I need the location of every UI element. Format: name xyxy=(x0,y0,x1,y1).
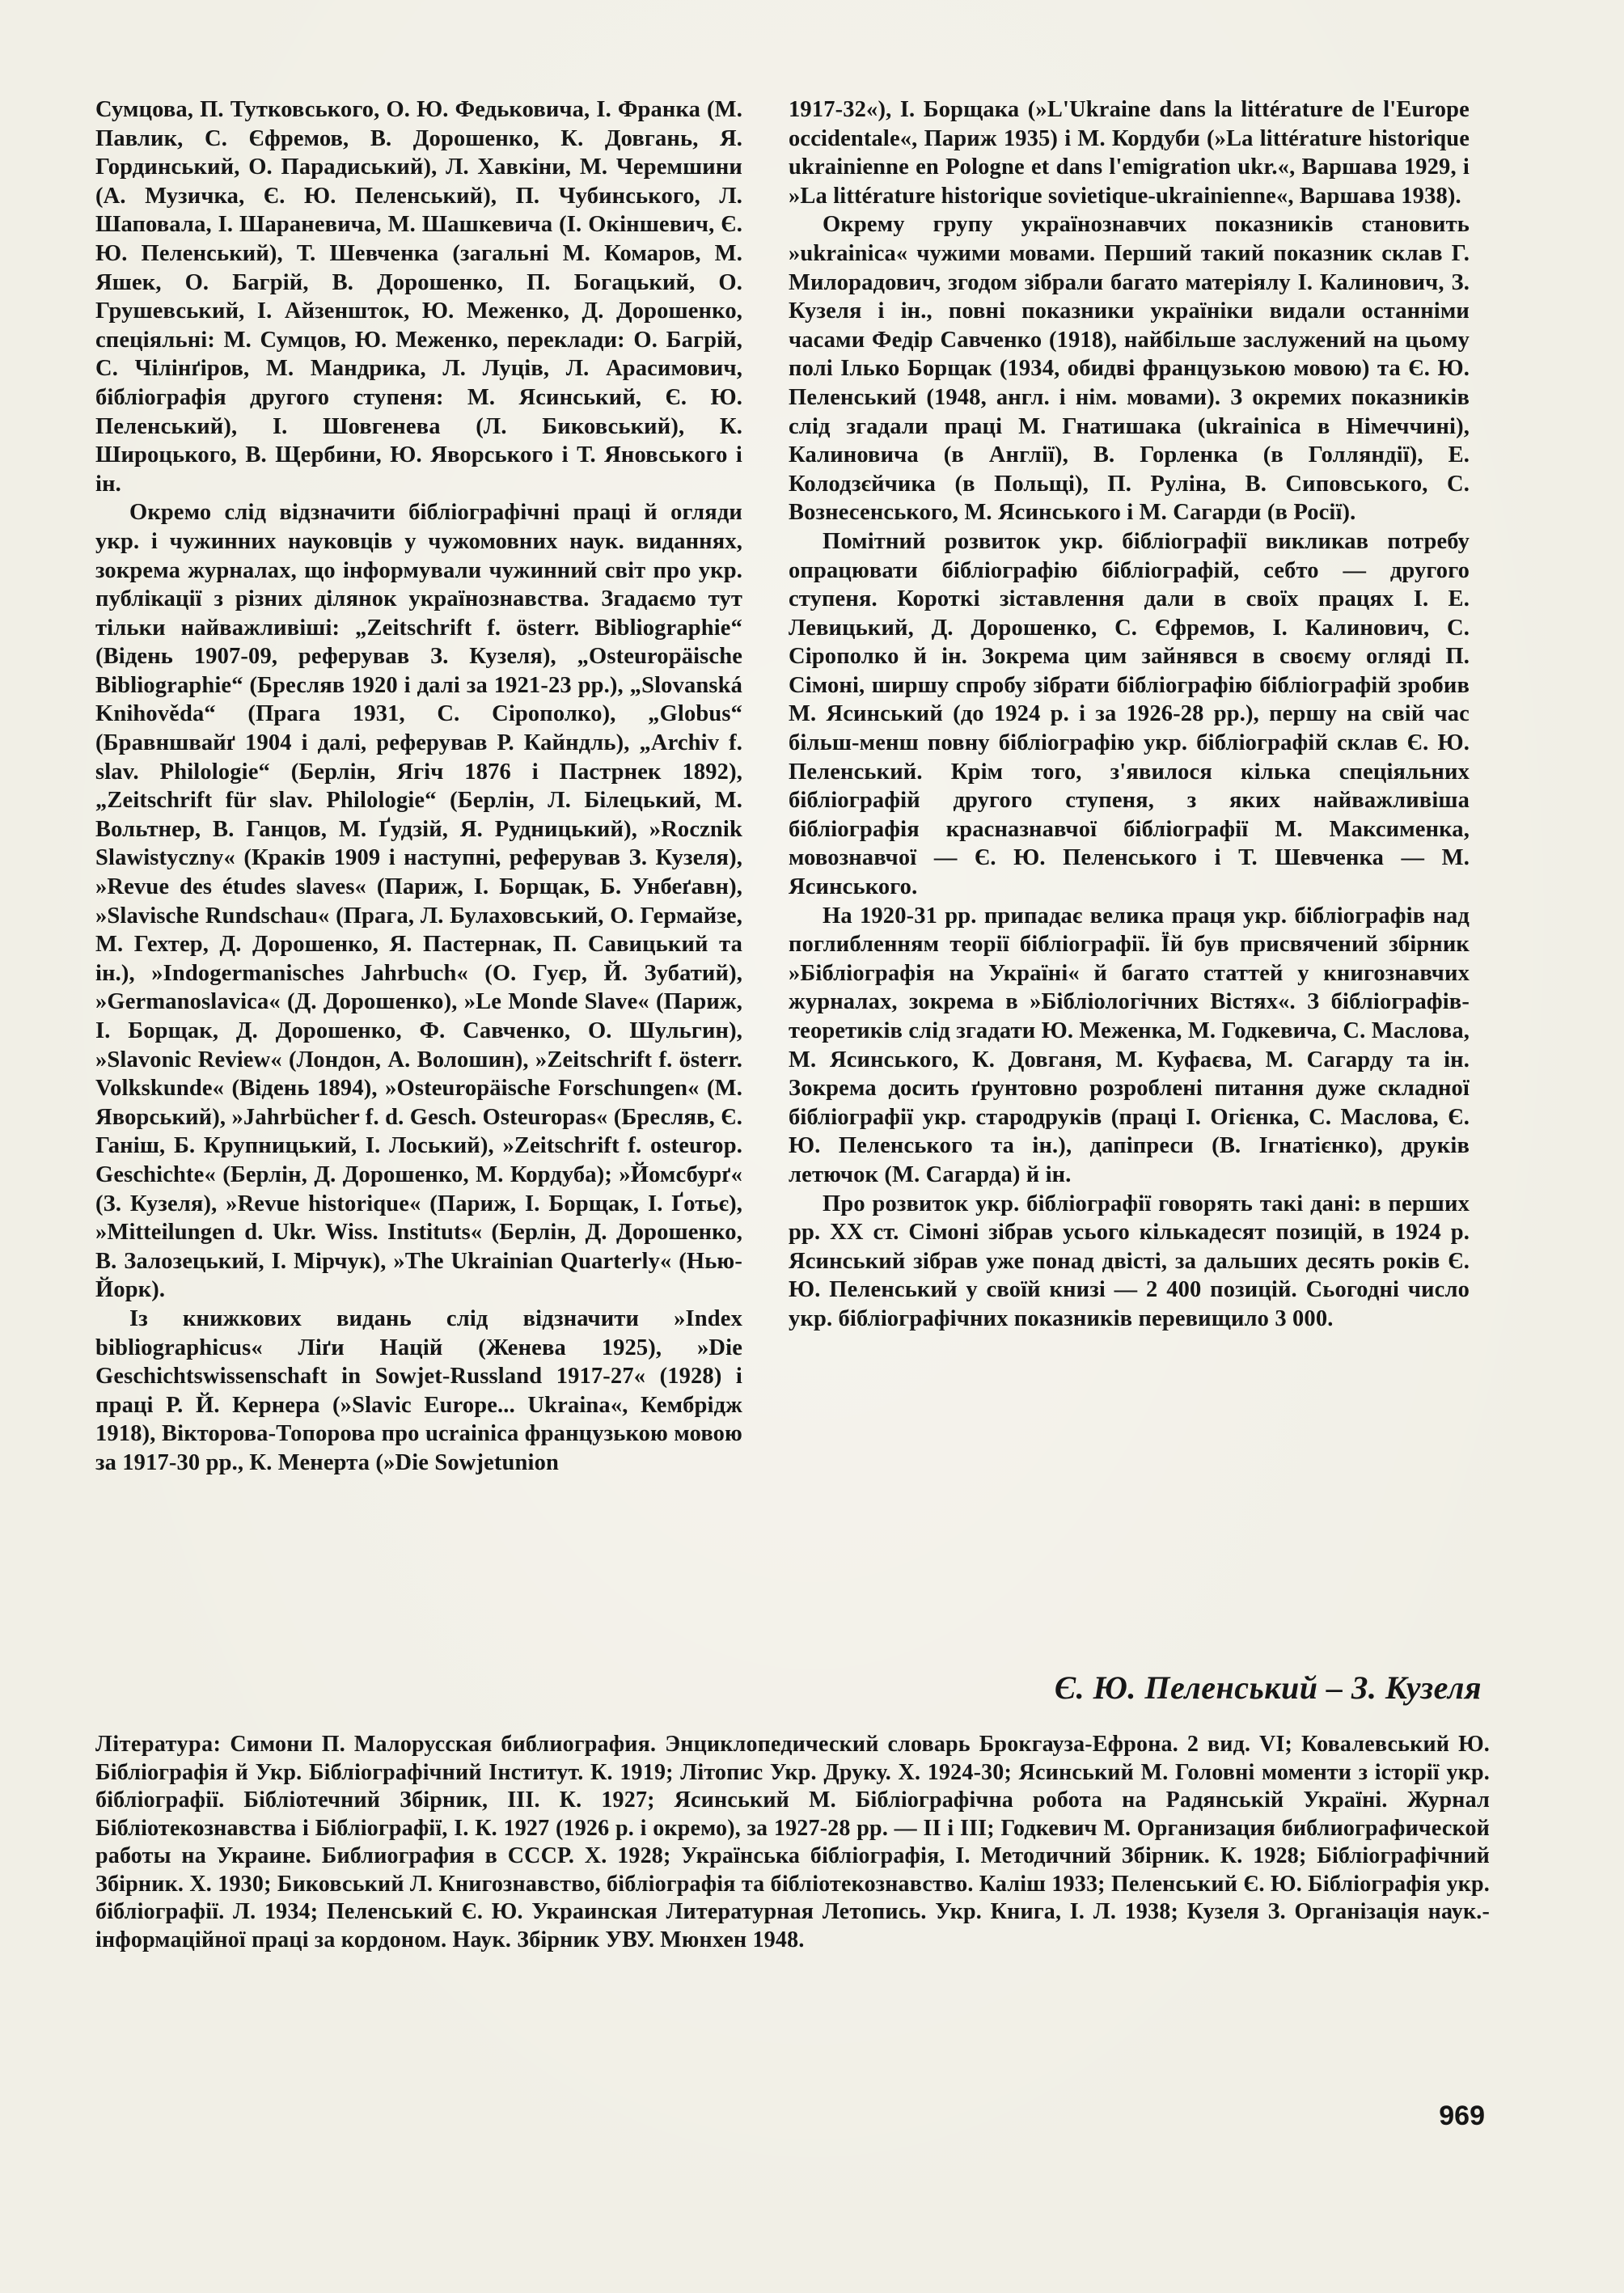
literature-text: Симони П. Малорусская библиография. Энциклопедический словарь Брокгауза-Ефрона. 2 вид. VI; Ковалевський Ю. Бібліографія й Укр. Бібліографічний Інститут. К. 1919; Літопис Укр. Друку. Х. 1924-30; Ясинський М. Головні моменти з історії укр. бібліографії. Бібліотечний Збірник, III. К. 1927; Ясинський М. Бібліографічна робота на Радянській Україні. Журнал Бібліотекознавства і Бібліографії, І. К. 1927 (1926 р. і окремо), за 1927-28 рр. — II і III; Годкевич М. Организация библиографической работы на Украине. Библиография в СССР. Х. 1928; Українська бібліографія, І. Методичний Збірник. К. 1928; Бібліографічний Збірник. Х. 1930; Биковський Л. Книгознавство, бібліографія та бібліотекознавство. Каліш 1933; Пеленський Є. Ю. Бібліографія укр. бібліографії. Л. 1934; Пеленський Є. Ю. Украинская Литературная Летопись. Укр. Книга, І. Л. 1938; Кузеля З. Організація наук.-інформаційної праці за кордоном. Наук. Збірник УВУ. Мюнхен 1948. xyxy=(95,1732,1491,1952)
page-number: 969 xyxy=(1439,2101,1485,2131)
right-text-column xyxy=(789,95,1470,1334)
right-paragraph-3: Помітний розвиток укр. бібліографії викликав потребу опрацювати бібліографію бібліографій, себто — другого ступеня. Короткі зіставлення дали в своїх працях І. Е. Левицький, Д. Дорошенко, С. Єфремов, І. Калинович, С. Сірополко й ін. Зокрема цим зайнявся в своєму огляді П. Сімоні, ширшу спробу зібрати бібліографію бібліографій зробив М. Ясинський (до 1924 р. і за 1926-28 рр.), першу на свій час більш-менш повну бібліографію укр. бібліографій склав Є. Ю. Пеленський. Крім того, з'явилося кілька спеціяльних бібліографій другого ступеня, з яких найважливіша бібліографія красназнавчої бібліографії М. Максименка, мовознавчої — Є. Ю. Пеленського і Т. Шевченка — М. Ясинського. xyxy=(789,528,1470,900)
literature-label: Література: xyxy=(95,1732,222,1757)
left-paragraph-3: Із книжкових видань слід відзначити »Index bibliographicus« Ліґи Націй (Женева 1925), »Die Geschichtswissenschaft in Sowjet-Russland 1917-27« (1928) і праці Р. Й. Кернера (»Slavic Europe... Ukraina«, Кембрідж 1918), Вікторова-Топорова про ucrainica французькою мовою за 1917-30 рр., К. Менерта (»Die Sowjetunion xyxy=(95,1305,742,1475)
right-paragraph-2: Окрему групу українознавчих показників становить »ukrainica« чужими мовами. Перший такий показник склав Г. Милорадович, згодом зібрали багато матеріялу І. Калинович, З. Кузеля і ін., повні показники україніки видали останніми часами Федір Савченко (1918), найбільше заслужений на цьому полі Ілько Борщак (1934, обидві французькою мовою) та Є. Ю. Пеленський (1948, англ. і нім. мовами). З окремих показників слід згадали праці М. Гнатишака (ukrainica в Німеччині), Калиновича (в Англії), В. Горленка (в Голляндії), Е. Колодзєйчика (в Польщі), П. Руліна, В. Сиповського, С. Вознесенського, М. Ясинського і М. Сагарди (в Росії). xyxy=(789,212,1470,526)
right-paragraph-5: Про розвиток укр. бібліографії говорять такі дані: в перших рр. XX ст. Сімоні зібрав усього кількадесят позицій, в 1924 р. Ясинський зібрав уже понад двісті, за дальших десять років Є. Ю. Пеленський у своїй книзі — 2 400 позицій. Сьогодні число укр. бібліографічних показників перевищило 3 000. xyxy=(789,1191,1470,1331)
literature-section xyxy=(95,1731,1490,1954)
article-authors-signature: Є. Ю. Пеленський – З. Кузеля xyxy=(1054,1669,1482,1706)
left-paragraph-1: Сумцова, П. Тутковського, О. Ю. Федьковича, І. Франка (М. Павлик, С. Єфремов, В. Дорошенко, К. Довгань, Я. Гординський, О. Парадиський), Л. Хавкіни, М. Черемшини (А. Музичка, Є. Ю. Пеленський), П. Чубинського, Л. Шаповала, І. Шараневича, М. Шашкевича (І. Окіншевич, Є. Ю. Пеленський), Т. Шевченка (загальні М. Комаров, М. Яшек, О. Багрій, В. Дорошенко, П. Богацький, О. Грушевський, І. Айзеншток, Ю. Меженко, Д. Дорошенко, спеціяльні: М. Сумцов, Ю. Меженко, переклади: О. Багрій, С. Чілінґіров, М. Мандрика, Л. Луців, Л. Арасимович, бібліографія другого ступеня: М. Ясинський, Є. Ю. Пеленський), І. Шовгенева (Л. Биковський), К. Широцького, В. Щербини, Ю. Яворського і Т. Яновського і ін. xyxy=(95,97,742,497)
left-paragraph-2: Окремо слід відзначити бібліографічні праці й огляди укр. і чужинних науковців у чужомовних наук. виданнях, зокрема журналах, що інформували чужинний світ про укр. публікації з різних ділянок українознавства. Згадаємо тут тільки найважливіші: „Zeitschrift f. österr. Bibliographie“ (Відень 1907-09, реферував З. Кузеля), „Osteuropäische Bibliographie“ (Бресляв 1920 і далі за 1921-23 рр.), „Slovanská Knihověda“ (Прага 1931, С. Сірополко), „Globus“ (Бравншвайґ 1904 і далі, реферував Р. Кайндль), „Archiv f. slav. Philologie“ (Берлін, Ягіч 1876 і Пастрнек 1892), „Zeitschrift für slav. Philologie“ (Берлін, Л. Білецький, М. Вольтнер, В. Ганцов, М. Ґудзій, Я. Рудницький), »Rocznik Slawistyczny« (Краків 1909 і наступні, реферував З. Кузеля), »Revue des études slaves« (Париж, І. Борщак, Б. Унбеґавн), »Slavische Rundschau« (Прага, Л. Булаховський, О. Гермайзе, М. Гехтер, Д. Дорошенко, Я. Пастернак, П. Савицький та ін.), »Indogermanisches Jahrbuch« (О. Гуєр, Й. Зубатий), »Germanoslavica« (Д. Дорошенко), »Le Monde Slave« (Париж, І. Борщак, Д. Дорошенко, Ф. Савченко, О. Шульгин), »Slavonic Review« (Лондон, А. Волошин), »Zeitschrift f. österr. Volkskunde« (Відень 1894), »Osteuropäische Forschungen« (М. Яворський), »Jahrbücher f. d. Gesch. Osteuropas« (Бресляв, Є. Ганіш, Б. Крупницький, І. Лоський), »Zeitschrift f. osteurop. Geschichte« (Берлін, Д. Дорошенко, М. Кордуба); »Йомсбурґ« (З. Кузеля), »Revue historique« (Париж, І. Борщак, І. Ґотьє), »Mitteilungen d. Ukr. Wiss. Instituts« (Берлін, Д. Дорошенко, В. Залозецький, І. Мірчук), »The Ukrainian Quarterly« (Нью-Йорк). xyxy=(95,500,742,1303)
right-paragraph-1: 1917-32«), І. Борщака (»L'Ukraine dans la littérature de l'Europe occidentale«, Париж 1935) і М. Кордуби (»La littérature historique ukrainienne en Pologne et dans l'emigration ukr.«, Варшава 1929, і »La littérature historique sovietique-ukrainienne«, Варшава 1938). xyxy=(789,97,1470,209)
left-text-column xyxy=(95,95,742,1478)
right-paragraph-4: На 1920-31 рр. припадає велика праця укр. бібліографів над поглибленням теорії бібліографії. Їй був присвячений збірник »Бібліографія на Україні« й багато статтей у книгознавчих журналах, зокрема в »Бібліологічних Вістях«. З бібліографів-теоретиків слід згадати Ю. Меженка, М. Годкевича, С. Маслова, М. Ясинського, К. Довганя, М. Куфаєва, М. Сагарду та ін. Зокрема досить ґрунтовно розроблені питання дуже складної бібліографії укр. стародруків (праці І. Огієнка, С. Маслова, Є. Ю. Пеленського та ін.), дапіпреси (В. Ігнатієнко), друків летючок (М. Сагарда) й ін. xyxy=(789,903,1470,1187)
